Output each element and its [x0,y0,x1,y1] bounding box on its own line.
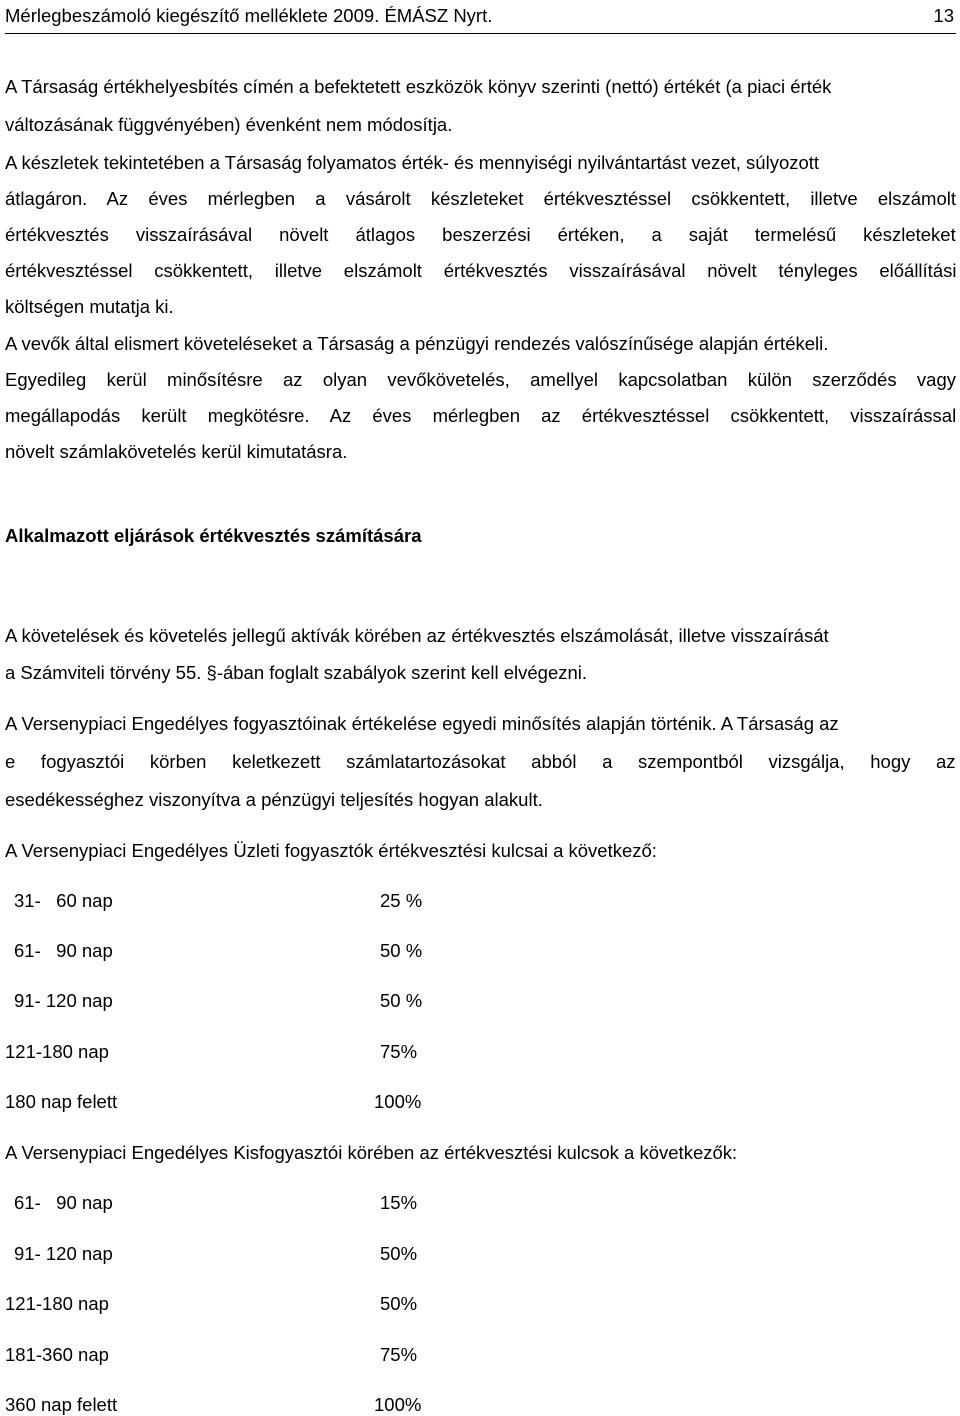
text-line-content: A készletek tekintetében a Társaság folyamatos érték- és mennyiségi nyilvántartást vezet, súlyozott [5,152,820,173]
document-title: Mérlegbeszámoló kiegészítő melléklete 2009. ÉMÁSZ Nyrt. [5,5,493,26]
page-number: 13 [933,5,954,26]
text-line: A vevők által elismert követeléseket a Társaság a pénzügyi rendezés valószínűsége alapján értékeli. [5,333,829,354]
rate-value: 100% [374,1394,422,1415]
rate-period: 31- 60 nap [14,890,113,911]
text-line: értékvesztéssel csökkentett, illetve elszámolt értékvesztés visszaírásával növelt tényleges előállítási [5,260,957,281]
rate-value: 15% [380,1192,418,1213]
text-line: értékvesztés visszaírásával növelt átlagos beszerzési értéken, a saját termelésű készleteket [5,224,956,245]
text-line: A Társaság értékhelyesbítés címén a befektetett eszközök könyv szerinti (nettó) értékét (a piaci érték [5,76,832,97]
text-line: költségen mutatja ki. [5,296,174,317]
rate-period: 121-180 nap [5,1041,109,1062]
rate-period: 61- 90 nap [14,1192,113,1213]
text-line: növelt számlakövetelés kerül kimutatásra. [5,441,348,462]
page-header [5,5,956,34]
text-line: e fogyasztói körben keletkezett számlatartozásokat abból a szempontból vizsgálja, hogy az [5,751,956,772]
rate-period: 181-360 nap [5,1344,109,1365]
section-heading: Alkalmazott eljárások értékvesztés számítására [5,525,422,546]
rate-period: 91- 120 nap [14,990,113,1011]
rate-value: 50% [380,1293,418,1314]
rate-period: 61- 90 nap [14,940,113,961]
text-line: változásának függvényében) évenként nem módosítja. [5,114,453,135]
rate-value: 75% [380,1041,418,1062]
text-line: A Versenypiaci Engedélyes fogyasztóinak értékelése egyedi minősítés alapján történik. A Társaság az [5,713,839,734]
text-line: A követelések és követelés jellegű aktívák körében az értékvesztés elszámolását, illetve visszaírását [5,625,829,646]
rate-value: 100% [374,1091,422,1112]
rate-value: 50 % [380,990,423,1011]
rate-value: 75% [380,1344,418,1365]
text-line: a Számviteli törvény 55. §-ában foglalt szabályok szerint kell elvégezni. [5,662,588,683]
business-rates-intro: A Versenypiaci Engedélyes Üzleti fogyasztók értékvesztési kulcsai a következő: [5,840,657,861]
text-line: Egyedileg kerül minősítésre az olyan vevőkövetelés, amellyel kapcsolatban külön szerződés vagy [5,369,957,390]
text-line: megállapodás került megkötésre. Az éves mérlegben az értékvesztéssel csökkentett, visszaírással [5,405,957,426]
rate-period: 180 nap felett [5,1091,118,1112]
rate-value: 50% [380,1243,418,1264]
rate-value: 50 % [380,940,423,961]
text-line: esedékességhez viszonyítva a pénzügyi teljesítés hogyan alakult. [5,789,543,810]
text-line [5,152,956,174]
rate-value: 25 % [380,890,423,911]
rate-period: 91- 120 nap [14,1243,113,1264]
rate-period: 121-180 nap [5,1293,109,1314]
rate-period: 360 nap felett [5,1394,118,1415]
residential-rates-intro: A Versenypiaci Engedélyes Kisfogyasztói körében az értékvesztési kulcsok a következők: [5,1142,738,1163]
text-line: átlagáron. Az éves mérlegben a vásárolt készleteket értékvesztéssel csökkentett, illetve elszámolt [5,188,956,209]
